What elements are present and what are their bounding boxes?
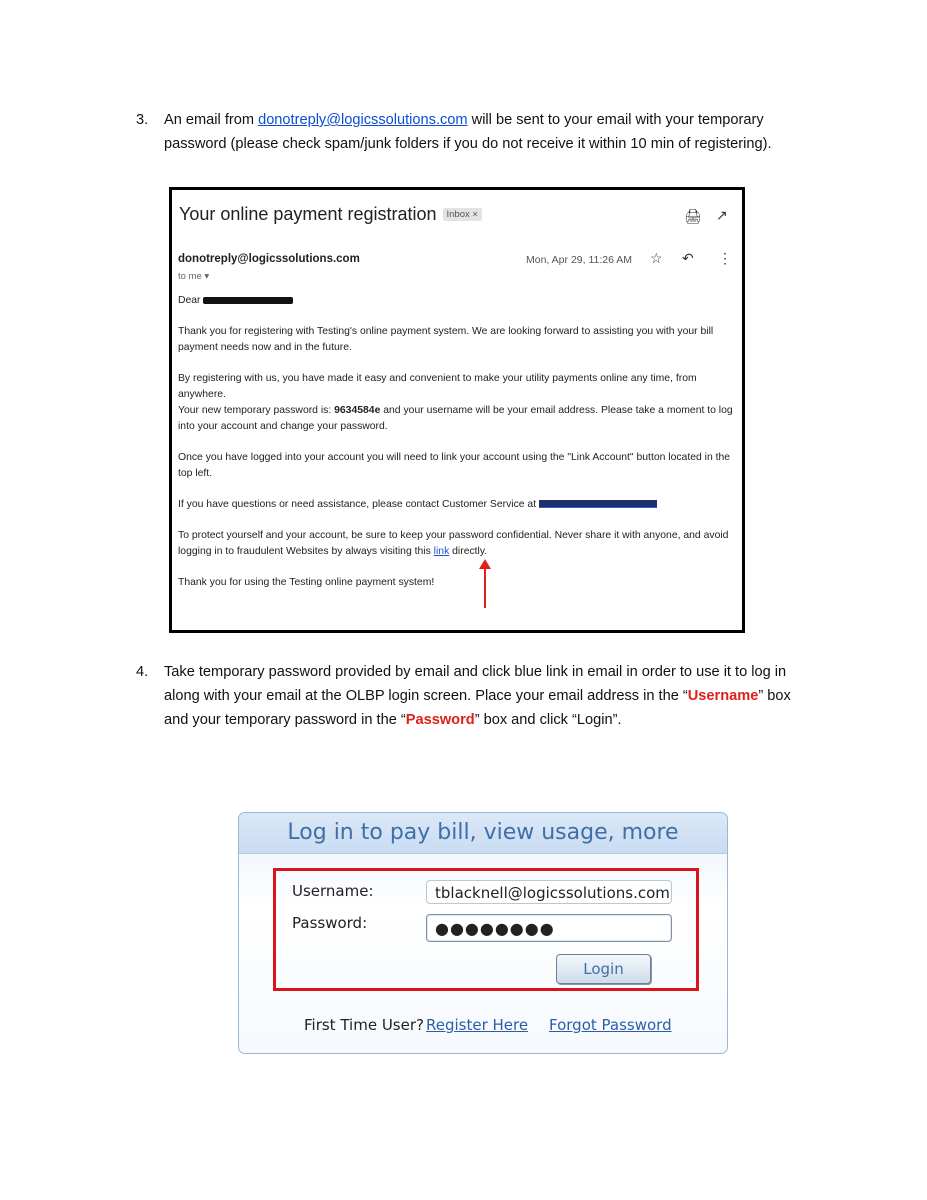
email-body — [178, 293, 733, 606]
first-time-label: First Time User? — [304, 1016, 424, 1034]
password-label: Password: — [292, 914, 368, 932]
step-4-text-a: Take temporary password provided by email and click blue link in email in order to use it to log in along with your email at the OLBP login screen. Place your email address in the “ — [164, 664, 787, 704]
email-paragraph-text: By registering with us, you have made it easy and convenient to make your utility payments online any time, from anywhere. — [178, 373, 697, 400]
email-paragraph: Thank you for registering with Testing's online payment system. We are looking forward to assisting you with your bill payment needs now and in the future. — [178, 326, 714, 353]
highlight-box — [273, 868, 699, 991]
red-arrow — [484, 563, 486, 608]
sender-email-link[interactable]: donotreply@logicssolutions.com — [258, 112, 468, 128]
email-subject — [179, 204, 482, 225]
email-paragraph-text: If you have questions or need assistance, please contact Customer Service at — [178, 499, 537, 510]
more-vert-icon[interactable]: ⋮ — [718, 250, 732, 266]
email-paragraph — [178, 497, 733, 513]
forgot-password-link[interactable]: Forgot Password — [549, 1016, 672, 1034]
email-date: Mon, Apr 29, 11:26 AM — [526, 254, 633, 266]
greeting-text: Dear — [178, 295, 201, 306]
email-recipient[interactable]: to me ▾ — [178, 271, 210, 282]
reply-icon[interactable]: ↶ — [682, 250, 694, 266]
password-emphasis: Password — [405, 712, 475, 728]
step-number: 4. — [136, 664, 149, 680]
username-label: Username: — [292, 882, 374, 900]
email-paragraph — [178, 371, 733, 435]
step-number: 3. — [136, 112, 149, 128]
print-icon[interactable]: 🖨 — [684, 208, 702, 224]
open-in-new-icon[interactable]: ↗ — [716, 207, 728, 223]
username-emphasis: Username — [687, 688, 759, 704]
temporary-password: 9634584e — [334, 405, 381, 416]
email-screenshot — [169, 187, 745, 633]
step-4 — [136, 660, 816, 732]
email-greeting — [178, 293, 733, 309]
step-4-text-b: ” box and your temporary password in the “ — [164, 688, 791, 728]
step-3-text-a: An email from — [164, 112, 259, 128]
step-4-text-c: ” box and click “Login”. — [474, 712, 622, 728]
step-3-text-b: will be sent to your email with your temporary password (please check spam/junk folders if you do not receive it within 10 min of registering). — [164, 112, 772, 152]
email-paragraph-text: To protect yourself and your account, be sure to keep your password confidential. Never share it with anyone, and avoid logging in to fraudulent Websites by always visiting this — [178, 530, 729, 557]
username-input[interactable]: tblacknell@logicssolutions.com — [426, 880, 672, 904]
login-title: Log in to pay bill, view usage, more — [239, 813, 727, 854]
email-paragraph-text: Your new temporary password is: — [178, 405, 335, 416]
email-paragraph-text: directly. — [449, 546, 488, 557]
login-panel — [238, 812, 728, 1054]
login-page-link[interactable]: link — [433, 546, 450, 557]
login-button[interactable]: Login — [556, 954, 651, 984]
star-icon[interactable]: ☆ — [650, 250, 663, 266]
email-paragraph-text: and your username will be your email address. Please take a moment to log into your account and change your password. — [178, 405, 733, 432]
email-subject-text: Your online payment registration — [179, 204, 437, 224]
inbox-badge[interactable]: Inbox × — [443, 208, 482, 221]
email-paragraph: Once you have logged into your account you will need to link your account using the "Link Account" button located in the top left. — [178, 452, 731, 479]
email-paragraph: Thank you for using the Testing online payment system! — [178, 577, 435, 588]
redacted-name — [203, 297, 293, 304]
step-3 — [136, 108, 816, 156]
redacted-email-link[interactable] — [539, 500, 657, 508]
register-link[interactable]: Register Here — [426, 1016, 529, 1034]
email-paragraph — [178, 528, 733, 560]
step-4-text — [164, 660, 816, 732]
step-3-text — [164, 108, 816, 156]
email-sender: donotreply@logicssolutions.com — [178, 253, 360, 265]
password-input[interactable]: ●●●●●●●● — [426, 914, 672, 942]
